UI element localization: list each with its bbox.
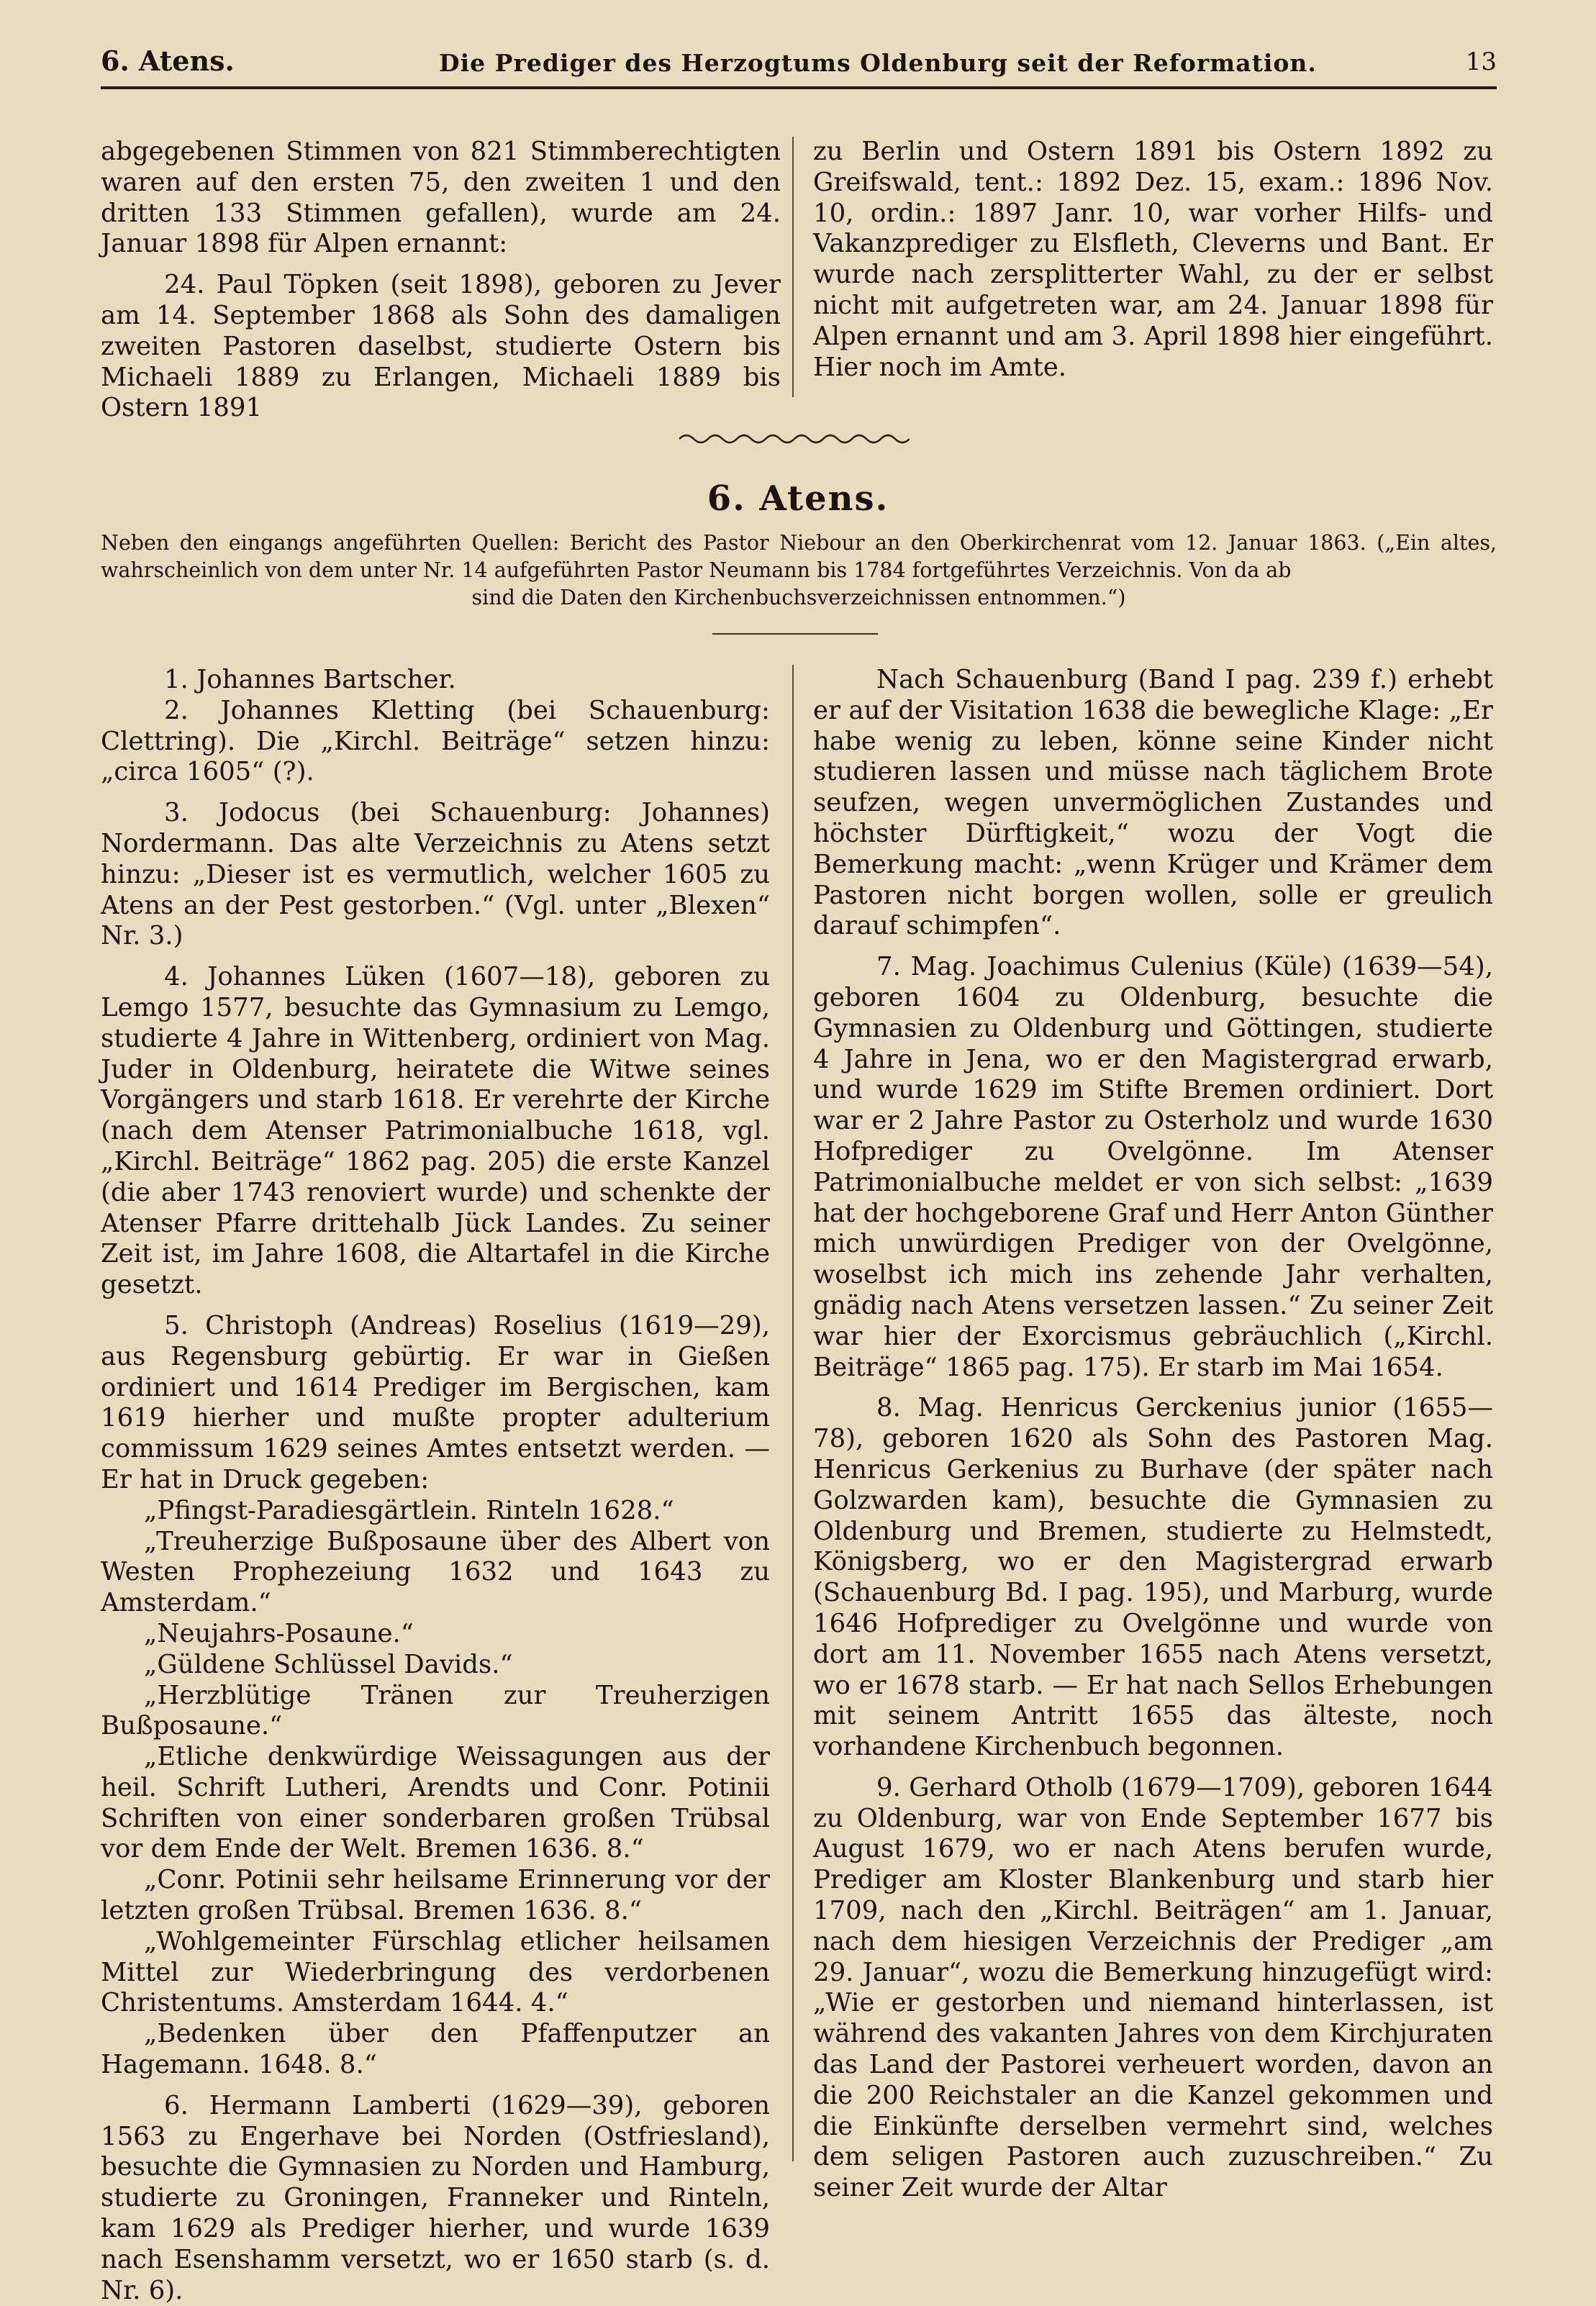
section-rule bbox=[712, 633, 878, 635]
entry-4: 4. Johannes Lüken (1607—18), geboren zu Lemgo 1577, besuchte das Gymnasium zu Lemgo, studierte 4 Jahre in Wittenberg, ordiniert von Mag. Juder in Oldenburg, heiratete die Witwe seines Vorgängers und starb 1618. Er verehrte der Kirche (nach dem Atenser Patrimonialbuche 1618, vgl. „Kirchl. Beiträge“ 1862 pag. 205) die erste Kanzel (die aber 1743 renoviert wurde) und schenkte der Atenser Pfarre drittehalb Jück Landes. Zu seiner Zeit ist, im Jahre 1608, die Altartafel in die Kirche gesetzt. bbox=[101, 962, 770, 1300]
main-right-column bbox=[813, 665, 1493, 2204]
section-title: 6. Atens. bbox=[707, 478, 889, 519]
publication-5: „Herzblütige Tränen zur Treuherzigen Bußposaune.“ bbox=[101, 1680, 770, 1741]
page-header bbox=[101, 45, 1497, 88]
sources-note-line2: sind die Daten den Kirchenbuchsverzeichnissen entnommen.“) bbox=[471, 586, 1126, 609]
entry-5: 5. Christoph (Andreas) Roselius (1619—29), aus Regensburg gebürtig. Er war in Gießen ordiniert und 1614 Prediger im Bergischen, kam 1619 hierher und mußte propter adulterium commissum 1629 seines Amtes entsetzt werden. — Er hat in Druck gegeben: bbox=[101, 1310, 770, 1494]
publication-2: „Treuherzige Bußposaune über des Albert von Westen Prophezeiung 1632 und 1643 zu Amsterdam.“ bbox=[101, 1526, 770, 1618]
publication-1: „Pfingst-Paradiesgärtlein. Rinteln 1628.“ bbox=[144, 1495, 674, 1525]
publication-9: „Bedenken über den Pfaffenputzer an Hagemann. 1648. 8.“ bbox=[101, 2019, 770, 2080]
top-left-paragraph: abgegebenen Stimmen von 821 Stimmberechtigten waren auf den ersten 75, den zweiten 1 und den dritten 133 Stimmen gefallen), wurde am 24. Januar 1898 für Alpen ernannt: bbox=[101, 137, 781, 259]
header-title: Die Prediger des Herzogtums Oldenburg seit der Reformation. bbox=[439, 49, 1317, 77]
entry-3: 3. Jodocus (bei Schauenburg: Johannes) Nordermann. Das alte Verzeichnis zu Atens setzt hinzu: „Dieser ist es vermutlich, welcher 1605 zu Atens an der Pest gestorben.“ (Vgl. unter „Blexen“ Nr. 3.) bbox=[101, 798, 770, 951]
wave-ornament bbox=[679, 430, 910, 448]
entry-8: 8. Mag. Henricus Gerckenius junior (1655—78), geboren 1620 als Sohn des Pastoren Mag. Henricus Gerkenius zu Burhave (der später nach Golzwarden kam), besuchte die Gymnasien zu Oldenburg und Bremen, studierte zu Helmstedt, Königsberg, wo er den Magistergrad erwarb (Schauenburg Bd. I pag. 195), und Marburg, wurde 1646 Hofprediger zu Ovelgönne und wurde von dort am 11. November 1655 nach Atens versetzt, wo er 1678 starb. — Er hat nach Sellos Erhebungen mit seinem Antritt 1655 das älteste, noch vorhandene Kirchenbuch begonnen. bbox=[813, 1393, 1493, 1762]
entry-7: 7. Mag. Joachimus Culenius (Küle) (1639—54), geboren 1604 zu Oldenburg, besuchte die Gymnasien zu Oldenburg und Göttingen, studierte 4 Jahre in Jena, wo er den Magistergrad erwarb, und wurde 1629 im Stifte Bremen ordiniert. Dort war er 2 Jahre Pastor zu Osterholz und wurde 1630 Hofprediger zu Ovelgönne. Im Atenser Patrimonialbuche meldet er von sich selbst: „1639 hat der hochgeborene Graf und Herr Anton Günther mich unwürdigen Prediger von der Ovelgönne, woselbst ich mich ins zehende Jahr verhalten, gnädig nach Atens versetzen lassen.“ Zu seiner Zeit war hier der Exorcismus gebräuchlich („Kirchl. Beiträge“ 1865 pag. 175). Er starb im Mai 1654. bbox=[813, 952, 1493, 1382]
publication-4: „Güldene Schlüssel Davids.“ bbox=[144, 1649, 513, 1679]
publication-3: „Neujahrs-Posaune.“ bbox=[144, 1618, 414, 1648]
top-left-column bbox=[101, 137, 781, 424]
entry-6-continued: Nach Schauenburg (Band I pag. 239 f.) erhebt er auf der Visitation 1638 die bewegliche Klage: „Er habe wenig zu leben, könne seine Kinder nicht studieren lassen und müsse nach täglichem Brote seufzen, wegen unvermöglichen Zustandes und höchster Dürftigkeit,“ wozu der Vogt die Bemerkung macht: „wenn Krüger und Krämer dem Pastoren nicht borgen wollen, solle er greulich darauf schimpfen“. bbox=[813, 665, 1493, 941]
entry-9: 9. Gerhard Otholb (1679—1709), geboren 1644 zu Oldenburg, war von Ende September 1677 bis August 1679, wo er nach Atens berufen wurde, Prediger am Kloster Blankenburg und starb hier 1709, nach den „Kirchl. Beiträgen“ am 1. Januar, nach dem hiesigen Verzeichnis der Prediger „am 29. Januar“, wozu die Bemerkung hinzugefügt wird: „Wie er gestorben und niemand hinterlassen, ist während des vakanten Jahres von dem Kirchjuraten das Land der Pastorei verheuert worden, davon an die 200 Reichstaler an die Kanzel gekommen und die Einkünfte derselben vermehrt sind, welches dem seligen Pastoren auch zuzuschreiben.“ Zu seiner Zeit wurde der Altar bbox=[813, 1772, 1493, 2203]
top-right-paragraph: zu Berlin und Ostern 1891 bis Ostern 1892 zu Greifswald, tent.: 1892 Dez. 15, exam.: 1896 Nov. 10, ordin.: 1897 Janr. 10, war vorher Hilfs- und Vakanzprediger zu Elsfleth, Cleverns und Bant. Er wurde nach zersplitterter Wahl, zu der er selbst nicht mit aufgetreten war, am 24. Januar 1898 für Alpen ernannt und am 3. April 1898 hier eingeführt. Hier noch im Amte. bbox=[813, 137, 1493, 382]
entry-1: 1. Johannes Bartscher. bbox=[164, 665, 456, 694]
publication-8: „Wohlgemeinter Fürschlag etlicher heilsamen Mittel zur Wiederbringung des verdorbenen Christentums. Amsterdam 1644. 4.“ bbox=[101, 1926, 770, 2018]
sources-note bbox=[101, 530, 1497, 612]
publication-6: „Etliche denkwürdige Weissagungen aus der heil. Schrift Lutheri, Arendts und Conr. Potinii Schriften von einer sonderbaren großen Trübsal vor dem Ende der Welt. Bremen 1636. 8.“ bbox=[101, 1742, 770, 1864]
entry-6: 6. Hermann Lamberti (1629—39), geboren 1563 zu Engerhave bei Norden (Ostfriesland), besuchte die Gymnasien zu Norden und Hamburg, studierte zu Groningen, Franneker und Rinteln, kam 1629 als Prediger hierher, und wurde 1639 nach Esenshamm versetzt, wo er 1650 starb (s. d. Nr. 6). bbox=[101, 2090, 770, 2305]
column-divider-top bbox=[792, 137, 794, 397]
publication-7: „Conr. Potinii sehr heilsame Erinnerung vor der letzten großen Trübsal. Bremen 1636. 8.“ bbox=[101, 1865, 770, 1926]
main-left-column bbox=[101, 665, 770, 2306]
page-number: 13 bbox=[1465, 47, 1497, 76]
column-divider-main bbox=[792, 665, 794, 2161]
entry-24: 24. Paul Töpken (seit 1898), geboren zu Jever am 14. September 1868 als Sohn des damaligen zweiten Pastoren daselbst, studierte Ostern bis Michaeli 1889 zu Erlangen, Michaeli 1889 bis Ostern 1891 bbox=[101, 270, 781, 423]
sources-note-line1: Neben den eingangs angeführten Quellen: Bericht des Pastor Niebour an den Oberkirchenrat vom 12. Januar 1863. („Ein altes, wahrscheinlich von dem unter Nr. 14 aufgeführten Pastor Neumann bis 1784 fortgeführtes Verzeichnis. Von da ab bbox=[101, 531, 1497, 582]
top-right-column bbox=[813, 137, 1493, 383]
entry-2: 2. Johannes Kletting (bei Schauenburg: Clettring). Die „Kirchl. Beiträge“ setzen hinzu: „circa 1605“ (?). bbox=[101, 695, 770, 787]
header-rule bbox=[101, 86, 1497, 89]
header-section: 6. Atens. bbox=[101, 45, 235, 77]
